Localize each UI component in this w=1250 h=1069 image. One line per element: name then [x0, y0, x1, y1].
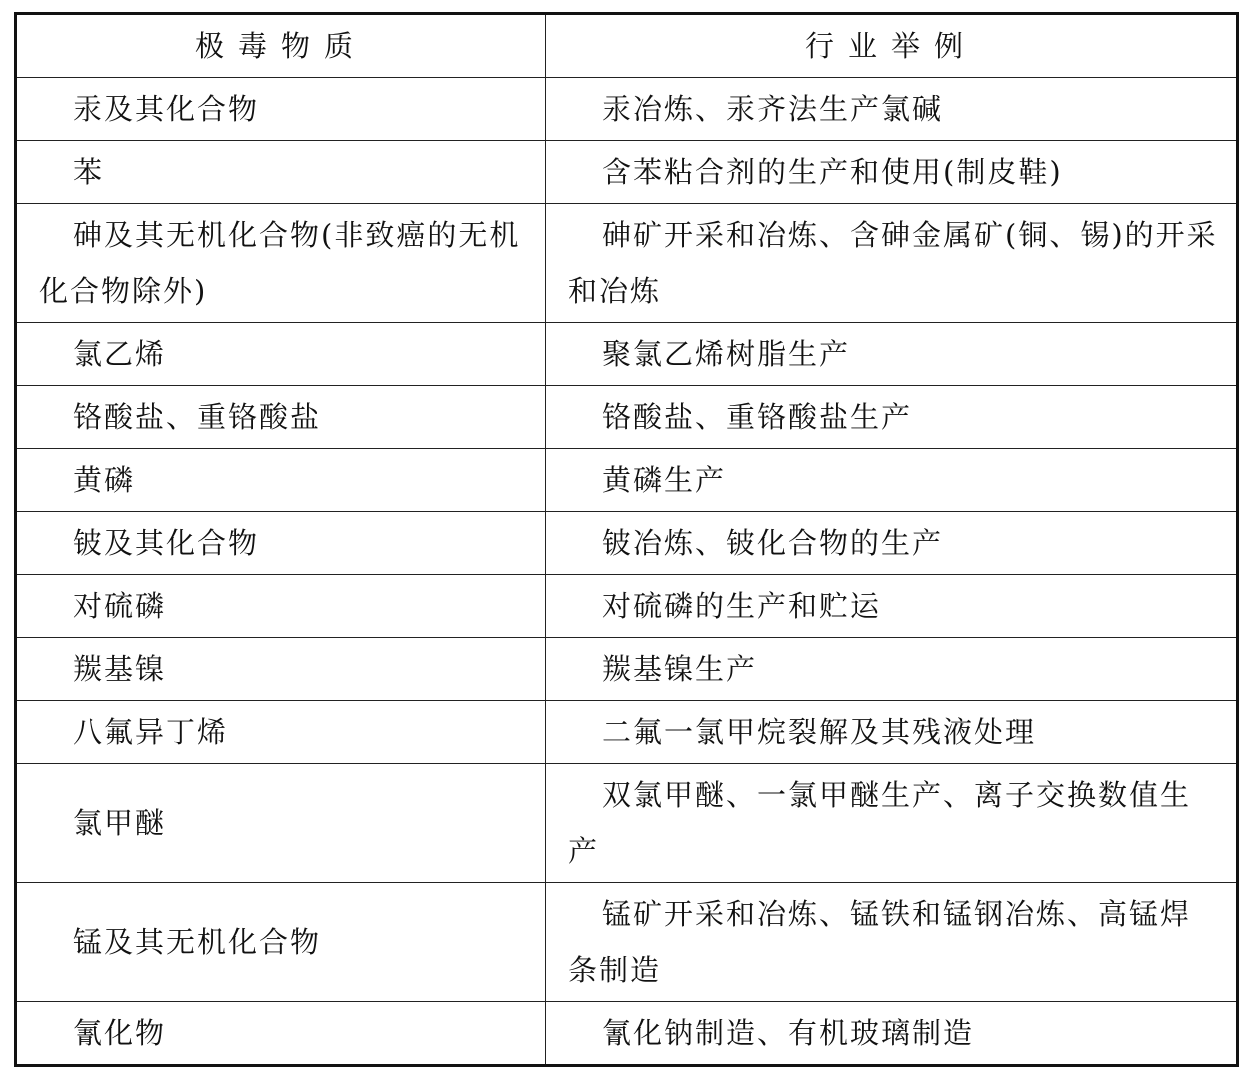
industry-cell: 对硫磷的生产和贮运	[546, 575, 1238, 638]
industry-cell: 聚氯乙烯树脂生产	[546, 323, 1238, 386]
industry-cell: 羰基镍生产	[546, 638, 1238, 701]
table-header-row	[16, 14, 1238, 78]
substance-cell: 锰及其无机化合物	[16, 883, 546, 1002]
industry-cell: 双氯甲醚、一氯甲醚生产、离子交换数值生产	[546, 764, 1238, 883]
header-industry: 行业举例	[546, 14, 1238, 78]
substance-cell: 八氟异丁烯	[16, 701, 546, 764]
table-row	[16, 449, 1238, 512]
substance-cell: 氯乙烯	[16, 323, 546, 386]
table-row	[16, 386, 1238, 449]
table-row	[16, 323, 1238, 386]
header-substance: 极毒物质	[16, 14, 546, 78]
substance-cell: 氰化物	[16, 1002, 546, 1066]
industry-cell: 砷矿开采和冶炼、含砷金属矿(铜、锡)的开采和冶炼	[546, 204, 1238, 323]
substance-cell: 羰基镍	[16, 638, 546, 701]
industry-cell: 锰矿开采和冶炼、锰铁和锰钢冶炼、高锰焊条制造	[546, 883, 1238, 1002]
substance-cell: 黄磷	[16, 449, 546, 512]
industry-cell: 铍冶炼、铍化合物的生产	[546, 512, 1238, 575]
substance-cell: 铍及其化合物	[16, 512, 546, 575]
industry-cell: 二氟一氯甲烷裂解及其残液处理	[546, 701, 1238, 764]
industry-cell: 氰化钠制造、有机玻璃制造	[546, 1002, 1238, 1066]
table-row	[16, 701, 1238, 764]
table-row	[16, 575, 1238, 638]
substance-cell: 汞及其化合物	[16, 78, 546, 141]
substance-cell: 苯	[16, 141, 546, 204]
substance-cell: 氯甲醚	[16, 764, 546, 883]
industry-cell: 铬酸盐、重铬酸盐生产	[546, 386, 1238, 449]
industry-cell: 黄磷生产	[546, 449, 1238, 512]
table-row	[16, 764, 1238, 883]
table-row	[16, 204, 1238, 323]
substance-cell: 砷及其无机化合物(非致癌的无机化合物除外)	[16, 204, 546, 323]
table-row	[16, 638, 1238, 701]
table-row	[16, 883, 1238, 1002]
substance-cell: 铬酸盐、重铬酸盐	[16, 386, 546, 449]
industry-cell: 含苯粘合剂的生产和使用(制皮鞋)	[546, 141, 1238, 204]
table-row	[16, 141, 1238, 204]
table-row	[16, 78, 1238, 141]
table-row	[16, 512, 1238, 575]
substance-cell: 对硫磷	[16, 575, 546, 638]
table-row	[16, 1002, 1238, 1066]
industry-cell: 汞冶炼、汞齐法生产氯碱	[546, 78, 1238, 141]
toxic-substances-table	[14, 12, 1239, 1067]
